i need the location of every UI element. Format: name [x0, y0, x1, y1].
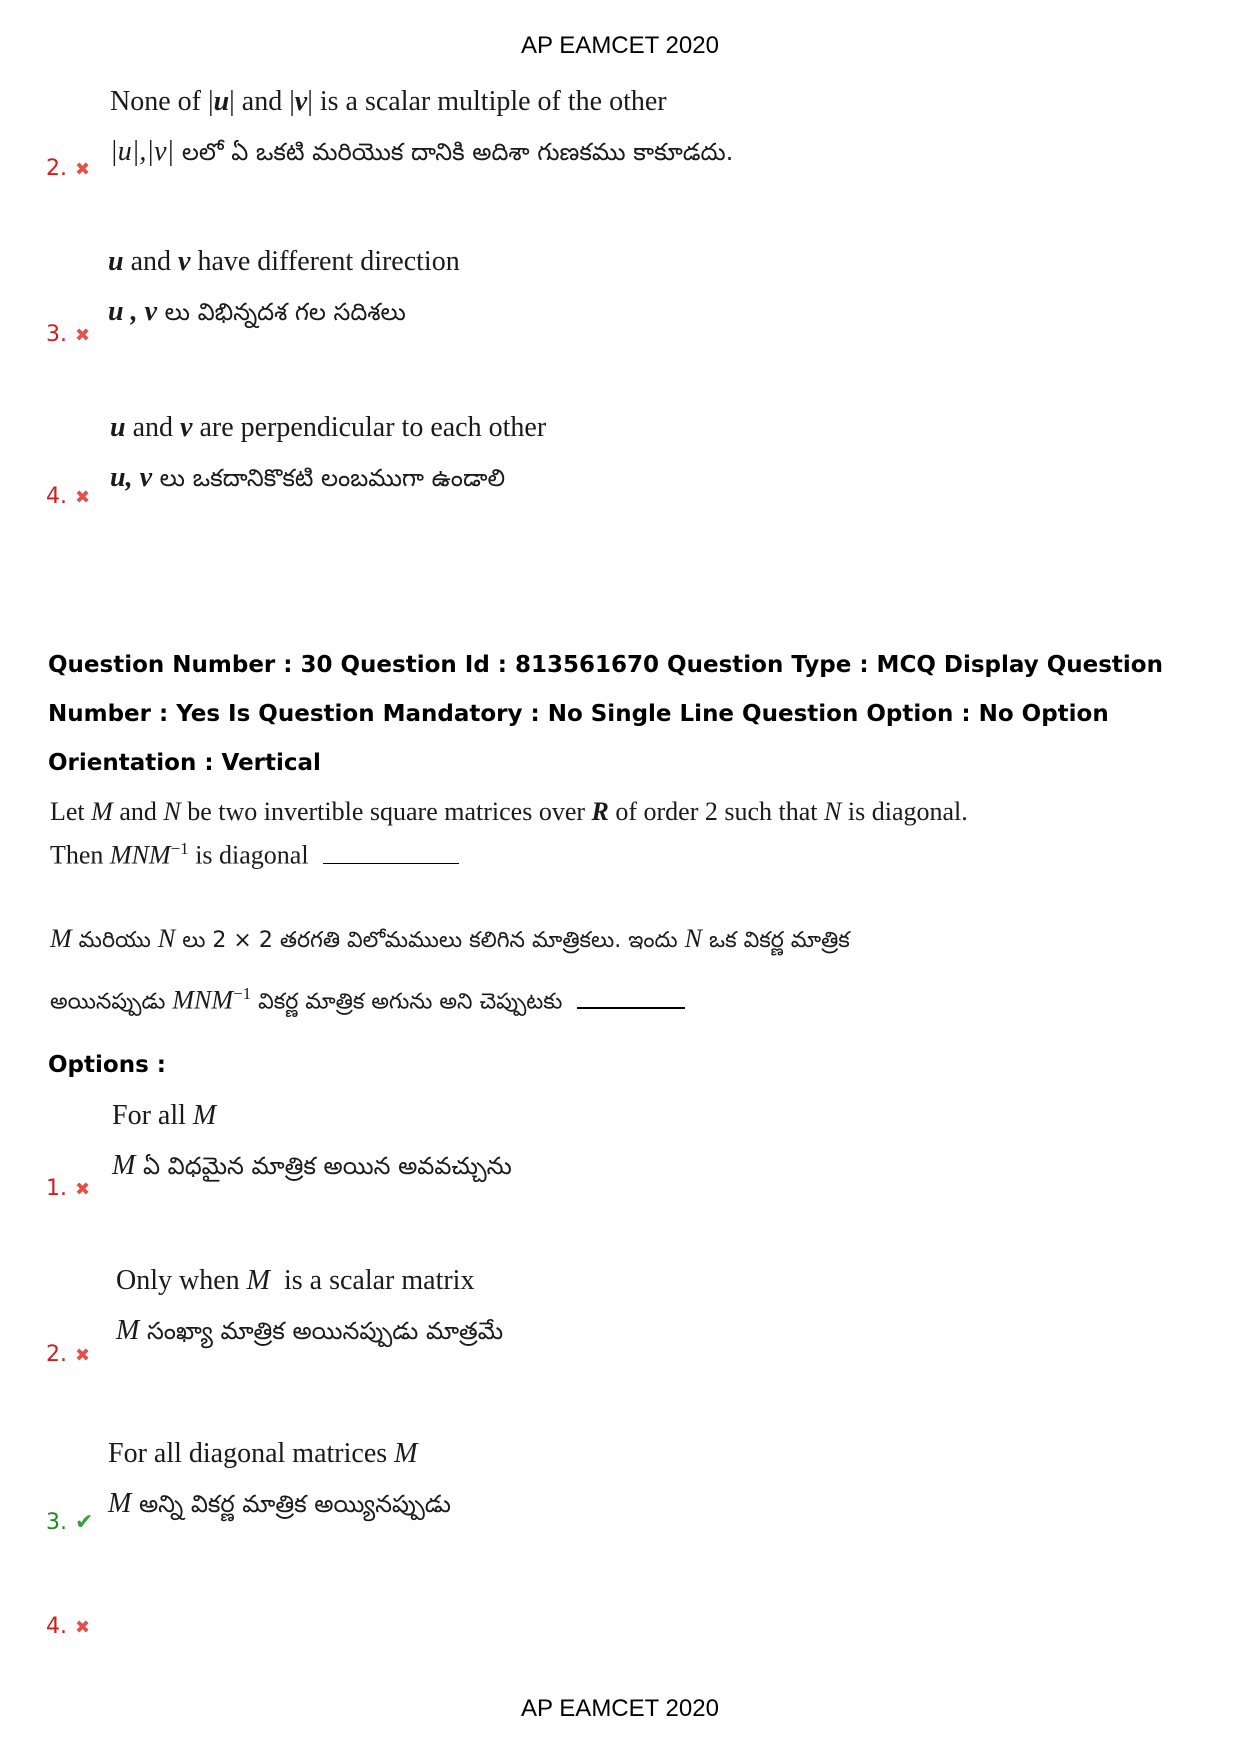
option-number: 1. [46, 1176, 67, 1201]
page-header: AP EAMCET 2020 [521, 32, 719, 59]
option-number: 2. [46, 1342, 67, 1367]
prev-option-3-english: u and v have different direction [108, 246, 460, 277]
option-number: 3. [46, 1510, 67, 1535]
prev-option-2-marker [46, 156, 90, 181]
options-label: Options : [48, 1052, 166, 1078]
option-2-english: Only when M is a scalar matrix [116, 1265, 475, 1296]
check-mark-icon: ✔ [75, 1510, 94, 1535]
question-english-line-1: Let M and N be two invertible square matrices over R of order 2 such that N is diagonal. [50, 797, 968, 826]
option-number: 2. [46, 156, 67, 181]
prev-option-4-marker [46, 484, 90, 509]
option-1-marker [46, 1176, 90, 1201]
question-english-line-2: Then $MNM^{-1}$ is diagonal [50, 839, 459, 871]
option-number: 4. [46, 1614, 67, 1639]
cross-mark-icon: ✖ [75, 1179, 91, 1200]
cross-mark-icon: ✖ [75, 325, 91, 346]
option-2-marker [46, 1342, 90, 1367]
prev-option-2-english: None of |u| and |v| is a scalar multiple of the other [110, 86, 667, 117]
question-telugu-line-2: అయినప్పుడు $MNM^{-1}$ వికర్ణ మాత్రిక అగును అని చెప్పుటకు [50, 984, 685, 1020]
page-footer: AP EAMCET 2020 [521, 1695, 719, 1722]
option-number: 3. [46, 322, 67, 347]
option-3-telugu: M అన్ని వికర్ణ మాత్రిక అయ్యినప్పుడు [108, 1488, 451, 1519]
prev-option-4-telugu: u, v లు ఒకదానికొకటి లంబముగా ఉండాలి [110, 462, 506, 493]
prev-option-4-english: u and v are perpendicular to each other [110, 412, 547, 443]
question-metadata: Question Number : 30 Question Id : 813561670 Question Type : MCQ Display Question Number : Yes Is Question Mandatory : No Single Line Question Option : No Option Orientation : Vertical [48, 652, 1163, 776]
question-telugu-line-1: M మరియు N లు 2 × 2 తరగతి విలోమములు కలిగిన మాత్రికలు. ఇందు N ఒక వికర్ణ మాత్రిక [50, 924, 850, 953]
option-4-marker [46, 1614, 90, 1639]
option-3-english: For all diagonal matrices M [108, 1438, 418, 1469]
cross-mark-icon: ✖ [75, 159, 91, 180]
option-1-telugu: M ఏ విధమైన మాత్రిక అయిన అవవచ్చును [112, 1150, 512, 1181]
answer-blank [323, 841, 459, 864]
prev-option-3-telugu: u , v లు విభిన్నదశ గల సదిశలు [108, 296, 406, 327]
option-1-english: For all M [112, 1100, 217, 1131]
cross-mark-icon: ✖ [75, 1345, 91, 1366]
cross-mark-icon: ✖ [75, 1617, 91, 1638]
option-number: 4. [46, 484, 67, 509]
prev-option-2-telugu: |u|,|v| లలో ఏ ఒకటి మరియొక దానికి అదిశా గుణకము కాకూడదు. [110, 136, 734, 167]
answer-blank [577, 985, 685, 1009]
option-3-marker [46, 1510, 93, 1535]
cross-mark-icon: ✖ [75, 487, 91, 508]
prev-option-3-marker [46, 322, 90, 347]
option-2-telugu: M సంఖ్యా మాత్రిక అయినప్పుడు మాత్రమే [116, 1315, 504, 1346]
